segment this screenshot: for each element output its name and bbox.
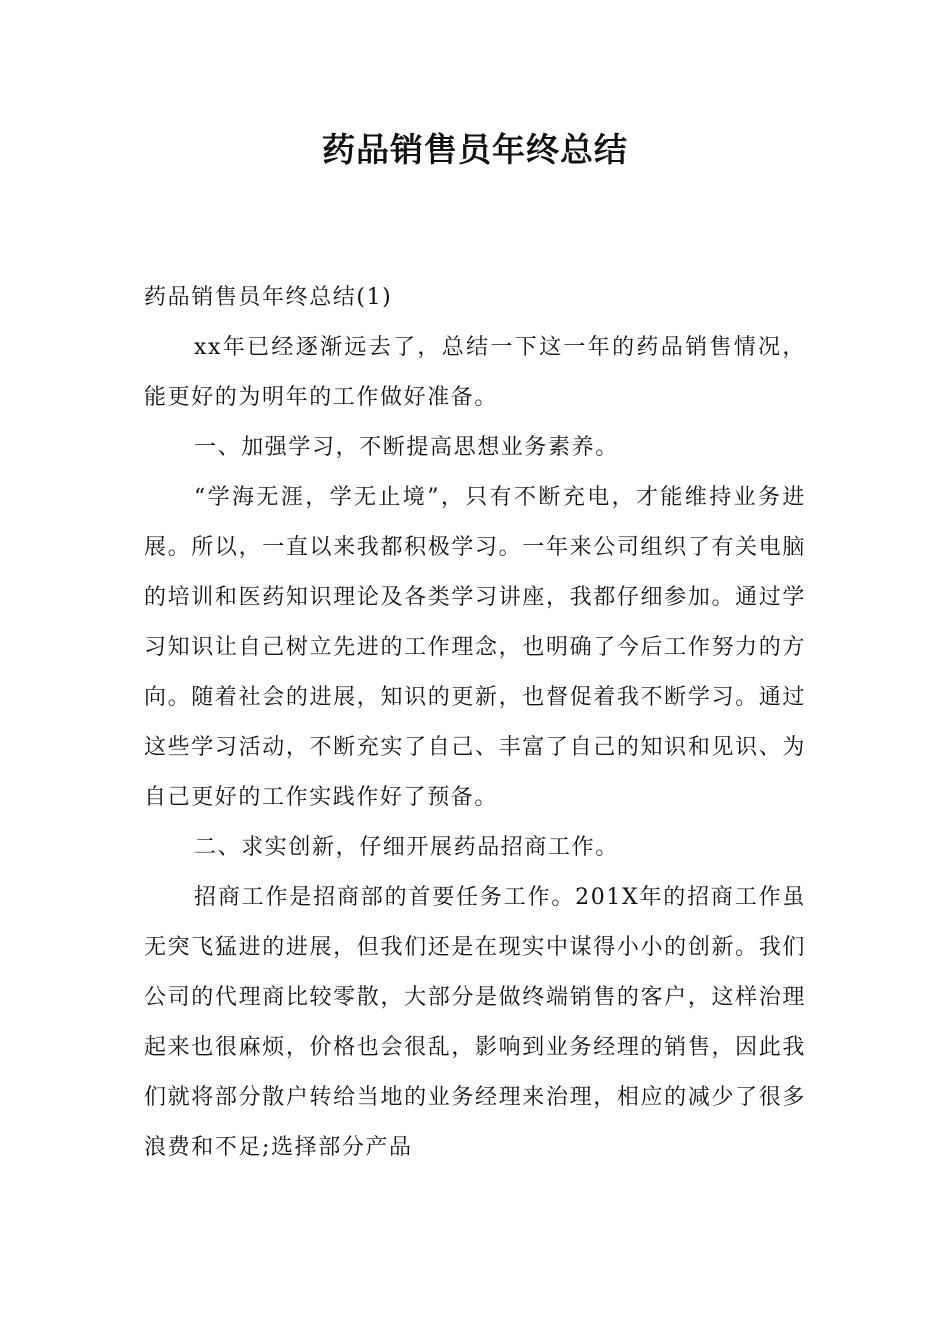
heading-section-one: 一、加强学习，不断提高思想业务素养。 [194, 435, 619, 460]
document-body [144, 273, 806, 1173]
paragraph-section-two: 招商工作是招商部的首要任务工作。201X年的招商工作虽无突飞猛进的进展，但我们还是在现实中谋得小小的创新。我们公司的代理商比较零散，大部分是做终端销售的客户，这样治理起来也很麻烦，价格也会很乱，影响到业务经理的销售，因此我们就将部分散户转给当地的业务经理来治理，相应的减少了很多浪费和不足;选择部分产品 [144, 885, 806, 1160]
section-subtitle: 药品销售员年终总结(1) [144, 285, 393, 310]
paragraph-section-one: “学海无涯，学无止境”，只有不断充电，才能维持业务进展。所以，一直以来我都积极学习。一年来公司组织了有关电脑的培训和医药知识理论及各类学习讲座，我都仔细参加。通过学习知识让自己树立先进的工作理念，也明确了今后工作努力的方向。随着社会的进展，知识的更新，也督促着我不断学习。通过这些学习活动，不断充实了自己、丰富了自己的知识和见识、为自己更好的工作实践作好了预备。 [144, 485, 806, 810]
paragraph-intro: xx年已经逐渐远去了，总结一下这一年的药品销售情况，能更好的为明年的工作做好准备。 [144, 335, 806, 410]
heading-section-two: 二、求实创新，仔细开展药品招商工作。 [194, 835, 619, 860]
document-title: 药品销售员年终总结 [322, 130, 628, 169]
